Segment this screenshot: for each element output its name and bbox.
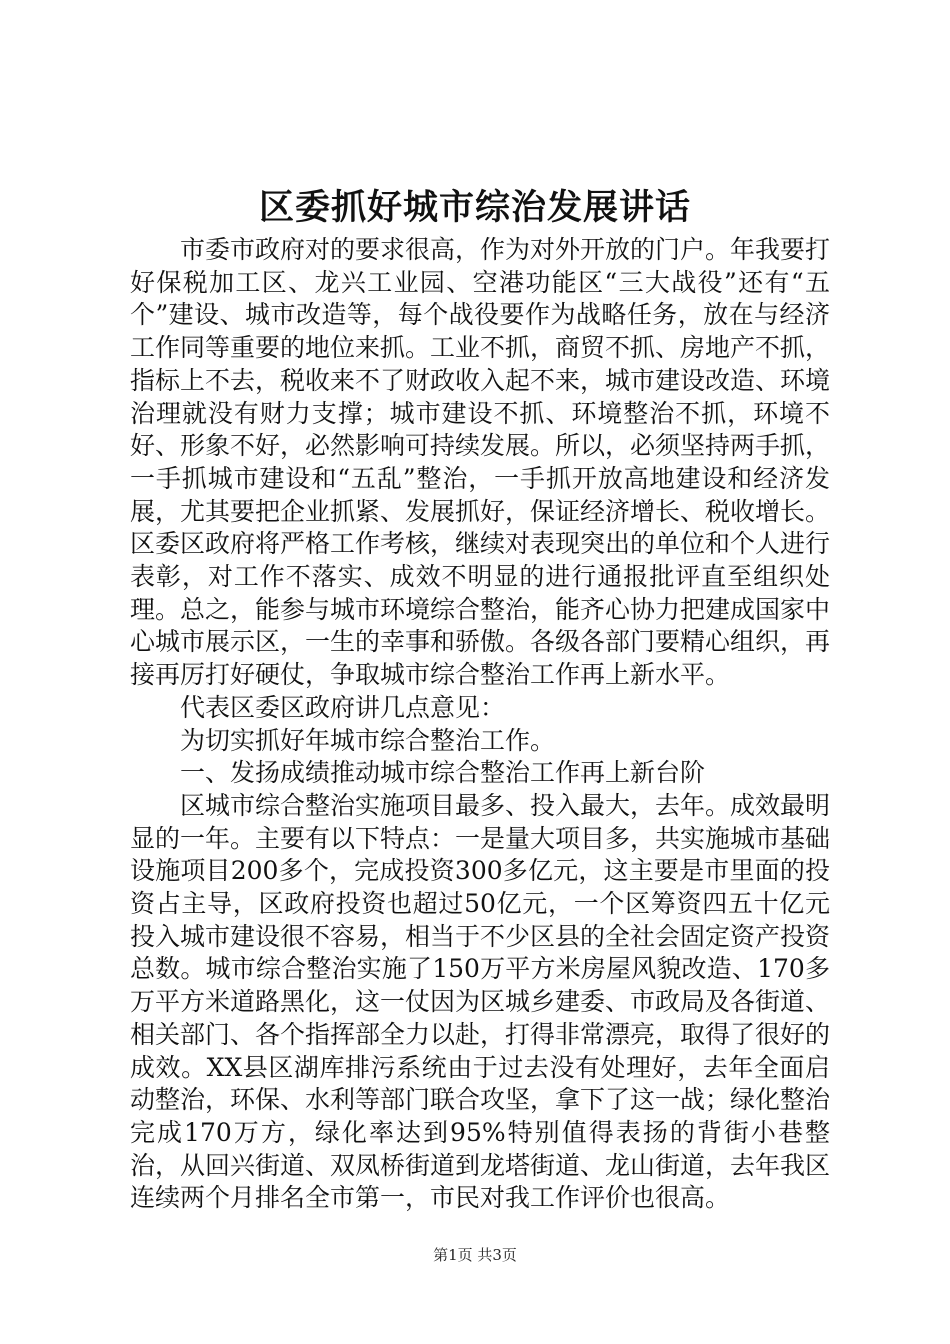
paragraph: 市委市政府对的要求很高，作为对外开放的门户。年我要打好保税加工区、龙兴工业园、空港功能区“三大战役”还有“五个”建设、城市改造等，每个战役要作为战略任务，放在与经济工作同等重要的地位来抓。工业不抓，商贸不抓、房地产不抓，指标上不去，税收来不了财政收入起不来，城市建设改造、环境治理就没有财力支撑；城市建设不抓、环境整治不抓，环境不好、形象不好，必然影响可持续发展。所以，必须坚持两手抓，一手抓城市建设和“五乱”整治，一手抓开放高地建设和经济发展，尤其要把企业抓紧、发展抓好，保证经济增长、税收增长。区委区政府将严格工作考核，继续对表现突出的单位和个人进行表彰，对工作不落实、成效不明显的进行通报批评直至组织处理。总之，能参与城市环境综合整治，能齐心协力把建成国家中心城市展示区，一生的幸事和骄傲。各级各部门要精心组织，再接再厉打好硬仗，争取城市综合整治工作再上新水平。 (130, 235, 831, 690)
paragraph: 代表区委区政府讲几点意见： (180, 692, 506, 722)
document-title: 区委抓好城市综治发展讲话 (258, 187, 691, 228)
paragraph: 区城市综合整治实施项目最多、投入最大，去年。成效最明显的一年。主要有以下特点：一是量大项目多，共实施城市基础设施项目200多个，完成投资300多亿元，这主要是市里面的投资占主导，区政府投资也超过50亿元，一个区筹资四五十亿元投入城市建设很不容易，相当于不少区县的全社会固定资产投资总数。城市综合整治实施了150万平方米房屋风貌改造、170多万平方米道路黑化，这一仗因为区城乡建委、市政局及各街道、相关部门、各个指挥部全力以赴，打得非常漂亮，取得了很好的成效。XX县区湖库排污系统由于过去没有处理好，去年全面启动整治，环保、水利等部门联合攻坚，拿下了这一战；绿化整治完成170万方，绿化率达到95%特别值得表扬的背街小巷整治，从回兴街道、双凤桥街道到龙塔街道、龙山街道，去年我区连续两个月排名全市第一，市民对我工作评价也很高。 (130, 790, 831, 1213)
document-body (130, 234, 830, 1215)
page-number-footer: 第1页 共3页 (433, 1246, 517, 1264)
section-heading: 一、发扬成绩推动城市综合整治工作再上新台阶 (180, 758, 706, 788)
paragraph: 为切实抓好年城市综合整治工作。 (180, 725, 556, 755)
